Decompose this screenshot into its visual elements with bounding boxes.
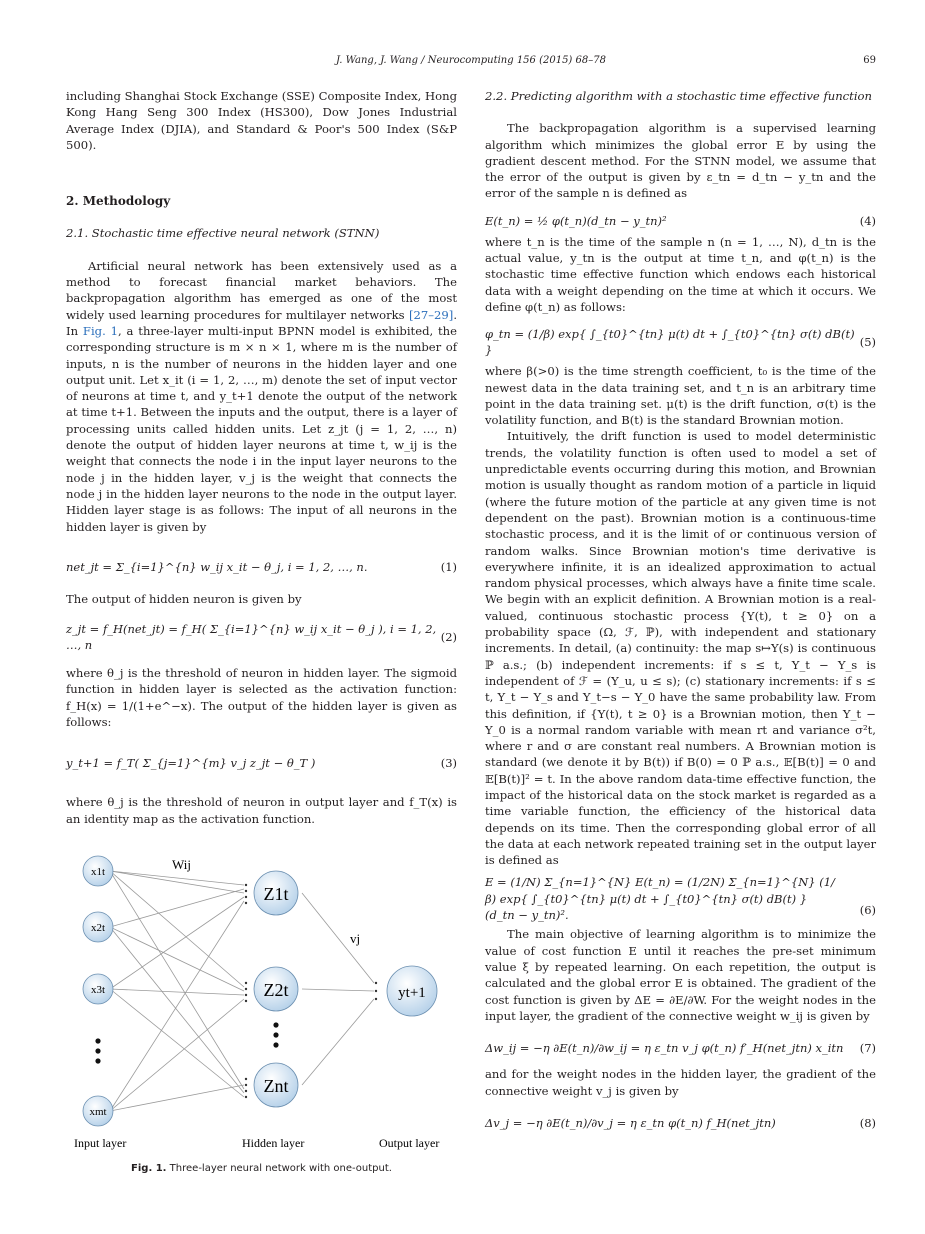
figure-1-caption	[66, 1161, 457, 1177]
input-node-2-label: x2t	[90, 921, 106, 934]
equation-6	[485, 874, 876, 923]
input-hidden-connections	[110, 871, 244, 1111]
running-title: J. Wang, J. Wang / Neurocomputing 156 (2015) 68–78	[336, 55, 606, 66]
equation-2	[66, 615, 457, 659]
stnn-paragraph	[66, 258, 457, 535]
equation-6-body: E = (1/N) Σ_{n=1}^{N} E(t_n) = (1/2N) Σ_{n=1}^{N} (1/β) exp{ ∫_{t0}^{tn} μ(t) dt + ∫_{t0}^{tn} σ(t) dB(t) } (d_tn − y_tn)².	[485, 875, 835, 923]
equation-1-body: net_jt = Σ_{i=1}^{n} w_ij x_it − θ_j, i = 1, 2, …, n.	[66, 559, 368, 574]
hidden-output-connections	[302, 893, 374, 1085]
left-column	[66, 88, 457, 1177]
stnn-paragraph-text-a: Artificial neural network has been extensively used as a method to forecast financial market behaviors. The backpropagation algorithm has emerged as one of the most widely used learning procedures for multilayer networks	[66, 258, 457, 322]
equation-7	[485, 1030, 876, 1066]
page-number: 69	[863, 55, 876, 66]
equation-4-body: E(t_n) = ½ φ(t_n)(d_tn − y_tn)²	[485, 213, 667, 228]
output-node-label: yt+1	[398, 984, 426, 1001]
equation-2-body: z_jt = f_H(net_jt) = f_H( Σ_{i=1}^{n} w_ij x_it − θ_j ), i = 1, 2, …, n	[66, 621, 437, 653]
beta-paragraph: where β(>0) is the time strength coefficient, t₀ is the time of the newest data in the data training set, and t_n is an arbitrary time point in the data training set. μ(t) is the drift function, σ(t) is the volatility function, and B(t) is the standard Brownian motion.	[485, 364, 876, 428]
equation-7-number: (7)	[859, 1041, 876, 1056]
threshold-paragraph: where θ_j is the threshold of neuron in output layer and f_T(x) is an identity map as the activation function.	[66, 795, 457, 826]
figure-1-network-diagram	[66, 849, 457, 1159]
equation-5-number: (5)	[859, 335, 876, 350]
equation-4-number: (4)	[859, 213, 876, 228]
subsection-predicting-heading: 2.2. Predicting algorithm with a stochastic time effective function	[485, 89, 872, 103]
hidden-output-intro: The output of hidden neuron is given by	[66, 591, 302, 606]
equation-2-number: (2)	[440, 629, 457, 644]
input-node-m-label: xmt	[89, 1105, 107, 1118]
hidden-layer-label: Hidden layer	[242, 1135, 305, 1150]
hidden-ellipsis-dots	[273, 1022, 278, 1047]
output-layer-label: Output layer	[379, 1135, 440, 1150]
citation-link[interactable]: [27–29]	[408, 307, 454, 322]
stnn-paragraph-text-b: . In	[66, 307, 457, 338]
equation-1	[66, 547, 457, 587]
input-node-1-label: x1t	[90, 865, 106, 878]
sample-time-paragraph: where t_n is the time of the sample n (n = 1, …, N), d_tn is the actual value, y_tn is the output at time t_n, and φ(t_n) is the stochastic time effective function which endows each historical data with a weight depending on the time at which it occurs. We define φ(t_n) as follows:	[485, 234, 876, 314]
equation-4	[485, 208, 876, 234]
stnn-paragraph-text-c: , a three-layer multi-input BPNN model is exhibited, the corresponding structure is m × n × 1, where m is the number of inputs, n is the number of neurons in the hidden layer and one output unit. Let x_it (i = 1, 2, …, m) denote the set of input vector of neurons at time t, and y_t+1 denote the output of the network at time t+1. Between the inputs and the output, there is a layer of processing units called hidden units. Let z_jt (j = 1, 2, …, n) denote the output of hidden layer neurons at time t, w_ij is the weight that connects the node i in the input layer neurons to the node j in the hidden layer, v_j is the weight that connects the node j in the hidden layer neurons to the node in the output layer. Hidden layer stage is as follows: The input of all neurons in the hidden layer is given by	[66, 323, 458, 534]
equation-8-number: (8)	[859, 1115, 876, 1130]
input-nodes	[83, 856, 113, 1126]
input-ellipsis-dots	[95, 1038, 100, 1063]
intro-paragraph-end: including Shanghai Stock Exchange (SSE) Composite Index, Hong Kong Hang Seng 300 Index (HS300), Dow Jones Industrial Average Index (DJIA), and Standard & Poor's 500 Index (S&P 500).	[66, 89, 457, 152]
equation-3	[66, 738, 457, 788]
input-node-3-label: x3t	[90, 983, 106, 996]
network-diagram-svg	[66, 849, 457, 1159]
figure-1-caption-label: Fig. 1.	[131, 1162, 167, 1174]
equation-7-body: Δw_ij = −η ∂E(t_n)/∂w_ij = η ε_tn v_j φ(t_n) f′_H(net_jtn) x_itn	[485, 1041, 844, 1056]
sigmoid-paragraph: where θ_j is the threshold of neuron in hidden layer. The sigmoid function in hidden layer is selected as the activation function: f_H(x) = 1/(1+e^−x). The output of the hidden layer is given as follows:	[66, 666, 457, 730]
equation-1-number: (1)	[440, 559, 457, 574]
equation-8-body: Δv_j = −η ∂E(t_n)/∂v_j = η ε_tn φ(t_n) f_H(net_jtn)	[485, 1115, 776, 1130]
input-layer-label: Input layer	[74, 1135, 127, 1150]
equation-6-number: (6)	[859, 903, 876, 918]
backprop-paragraph: The backpropagation algorithm is a supervised learning algorithm which minimizes the global error E by using the gradient descent method. For the STNN model, we assume that the error of the output is given by ε_tn = d_tn − y_tn and the error of the sample n is defined as	[485, 121, 876, 201]
brownian-paragraph: Intuitively, the drift function is used to model deterministic trends, the volatility function is often used to model a set of unpredictable events occurring during this motion, and Brownian motion is usually thought as random motion of a particle in liquid (where the future motion of the particle at any given time is not dependent on the past). Brownian motion is a continuous-time stochastic process, and it is the limit of or continuous version of random walks. Since Brownian motion's time derivative is everywhere infinite, it is an idealized approximation to actual random physical processes, which always have a finite time scale. We begin with an explicit definition. A Brownian motion is a real-valued, continuous stochastic process {Y(t), t ≥ 0} on a probability space (Ω, ℱ, ℙ), with independent and stationary increments. In detail, (a) continuity: the map s↦Y(s) is continuous ℙ a.s.; (b) independent increments: if s ≤ t, Y_t − Y_s is independent of ℱ = (Y_u, u ≤ s); (c) stationary increments: if s ≤ t, Y_t − Y_s and Y_t−s − Y_0 have the same probability law. From this definition, if {Y(t), t ≥ 0} is a Brownian motion, then Y_t − Y_0 is a normal random variable with mean rt and variance σ²t, where r and σ are constant real numbers. A Brownian motion is standard (we denote it by B(t)) if B(0) = 0 ℙ a.s., 𝔼[B(t)] = 0 and 𝔼[B(t)]² = t. In the above random data-time effective function, the impact of the historical data on the stock market is regarded as a time variable function, the efficiency of the historical data depends on its time. Then the corresponding global error of all the data at each network repeated training set in the output layer is defined as	[485, 429, 876, 868]
running-header	[66, 55, 876, 66]
hidden-gradient-paragraph: and for the weight nodes in the hidden layer, the gradient of the connective weight v_j is given by	[485, 1067, 876, 1098]
equation-3-number: (3)	[440, 756, 457, 771]
equation-8	[485, 1105, 876, 1141]
subsection-stnn-heading: 2.1. Stochastic time effective neural network (STNN)	[66, 226, 380, 241]
figure-1-caption-text: Three-layer neural network with one-output.	[166, 1162, 392, 1174]
hidden-node-2-label: Z2t	[263, 979, 289, 1000]
weight-w-label: Wij	[172, 856, 191, 872]
right-column	[485, 88, 876, 1141]
hidden-node-1-label: Z1t	[263, 883, 289, 904]
equation-5-body: φ_tn = (1/β) exp{ ∫_{t0}^{tn} μ(t) dt + ∫_{t0}^{tn} σ(t) dB(t) }	[485, 326, 855, 358]
figure-link[interactable]: Fig. 1	[82, 323, 118, 338]
hidden-node-n-label: Znt	[263, 1075, 289, 1096]
equation-3-body: y_t+1 = f_T( Σ_{j=1}^{m} v_j z_jt − θ_T )	[66, 756, 316, 771]
weight-v-label: vj	[350, 930, 361, 946]
hidden-nodes	[254, 871, 298, 1107]
equation-5	[485, 321, 876, 363]
section-methodology-heading: 2. Methodology	[66, 194, 171, 209]
objective-paragraph: The main objective of learning algorithm is to minimize the value of cost function E until it reaches the pre-set minimum value ξ by repeated learning. On each repetition, the output is calculated and the global error E is obtained. The gradient of the cost function is given by ΔE = ∂E/∂W. For the weight nodes in the input layer, the gradient of the connective weight w_ij is given by	[485, 927, 876, 1023]
